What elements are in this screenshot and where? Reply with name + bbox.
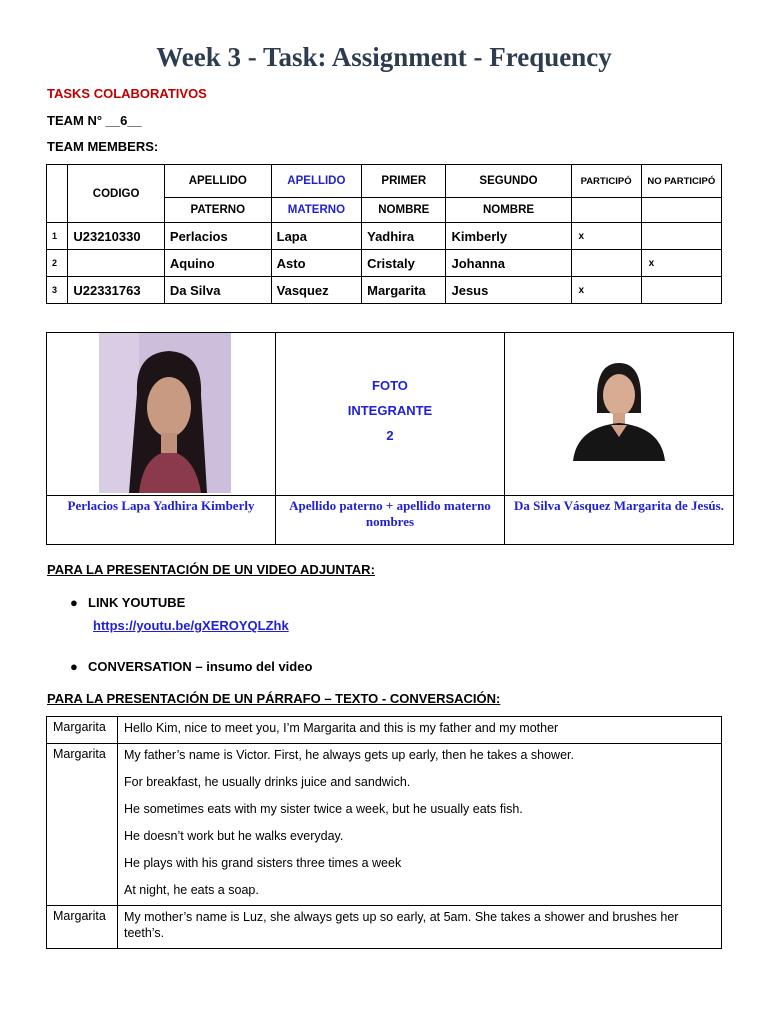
apellido-paterno-header: APELLIDO (164, 165, 271, 198)
dialogue-cell (118, 744, 722, 906)
video-section-heading: PARA LA PRESENTACIÓN DE UN VIDEO ADJUNTAR: (47, 562, 375, 577)
bullet-link-youtube (70, 595, 185, 610)
no-participo-cell (641, 277, 721, 304)
members-table (46, 164, 722, 304)
no-participo-cell (641, 223, 721, 250)
page-title: Week 3 - Task: Assignment - Frequency (156, 42, 612, 72)
paragraph-section-heading: PARA LA PRESENTACIÓN DE UN PÁRRAFO – TEXTO - CONVERSACIÓN: (47, 691, 501, 706)
materno-subheader: MATERNO (271, 198, 361, 223)
participo-cell (571, 250, 641, 277)
primer-nombre-header: PRIMER (362, 165, 446, 198)
team-number: TEAM N° __6__ (47, 113, 142, 128)
photo-caption-2: Apellido paterno + apellido materno nombres (276, 496, 505, 545)
dialogue-line: My mother’s name is Luz, she always gets up so early, at 5am. She takes a shower and brushes her teeth’s. (124, 910, 679, 940)
paterno-cell: Perlacios (164, 223, 271, 250)
table-row (47, 717, 722, 744)
no-participo-subheader (641, 198, 721, 223)
speaker-cell: Margarita (47, 906, 118, 949)
participo-cell: x (571, 223, 641, 250)
photo-cell-3 (504, 333, 733, 496)
table-row (47, 744, 722, 906)
portrait-1-illustration (99, 333, 231, 493)
participo-cell: x (571, 277, 641, 304)
segundo-cell: Johanna (446, 250, 571, 277)
paterno-subheader: PATERNO (164, 198, 271, 223)
bullet-label: LINK YOUTUBE (88, 595, 186, 610)
primer-cell: Margarita (362, 277, 446, 304)
dialogue-cell (118, 717, 722, 744)
row-number: 2 (47, 250, 68, 277)
photo-placeholder-line: FOTO (372, 378, 408, 393)
bullet-conversation (70, 659, 312, 674)
dialogue-line: He plays with his grand sisters three times a week (124, 856, 402, 870)
tasks-label: TASKS COLABORATIVOS (47, 86, 207, 101)
segundo-subheader: NOMBRE (446, 198, 571, 223)
photo-cell-1 (47, 333, 276, 496)
dialogue-line: For breakfast, he usually drinks juice and sandwich. (124, 775, 411, 789)
photos-table (46, 332, 734, 545)
conversation-table (46, 716, 722, 949)
primer-cell: Yadhira (362, 223, 446, 250)
table-row (47, 223, 722, 250)
no-participo-cell: x (641, 250, 721, 277)
photo-caption-1: Perlacios Lapa Yadhira Kimberly (47, 496, 276, 545)
photo-placeholder (276, 373, 504, 448)
bullet-label: CONVERSATION – insumo del video (88, 659, 313, 674)
team-members-label: TEAM MEMBERS: (47, 139, 159, 154)
segundo-nombre-header: SEGUNDO (446, 165, 571, 198)
photo-cell-2 (276, 333, 505, 496)
materno-cell: Vasquez (271, 277, 361, 304)
photo-placeholder-line: INTEGRANTE (347, 403, 433, 418)
photo-caption-3: Da Silva Vásquez Margarita de Jesús. (504, 496, 733, 545)
dialogue-line: At night, he eats a soap. (124, 883, 259, 897)
table-row (47, 250, 722, 277)
table-row (47, 906, 722, 949)
paterno-cell: Aquino (164, 250, 271, 277)
paterno-cell: Da Silva (164, 277, 271, 304)
codigo-cell: U23210330 (68, 223, 165, 250)
no-participo-header: NO PARTICIPÓ (641, 165, 721, 198)
participo-subheader (571, 198, 641, 223)
portrait-3-illustration (571, 357, 667, 461)
table-row (47, 277, 722, 304)
participo-header: PARTICIPÓ (571, 165, 641, 198)
row-number: 1 (47, 223, 68, 250)
segundo-cell: Jesus (446, 277, 571, 304)
segundo-cell: Kimberly (446, 223, 571, 250)
materno-cell: Lapa (271, 223, 361, 250)
member-photo-1 (99, 333, 231, 493)
primer-subheader: NOMBRE (362, 198, 446, 223)
dialogue-line: My father’s name is Victor. First, he always gets up early, then he takes a shower. (124, 748, 574, 762)
speaker-cell: Margarita (47, 717, 118, 744)
codigo-header: CODIGO (68, 165, 165, 223)
bullet-icon: ● (70, 595, 78, 610)
youtube-link[interactable]: https://youtu.be/gXEROYQLZhk (93, 618, 289, 633)
dialogue-cell (118, 906, 722, 949)
dialogue-line: He sometimes eats with my sister twice a week, but he usually eats fish. (124, 802, 523, 816)
speaker-cell: Margarita (47, 744, 118, 906)
num-header (47, 165, 68, 223)
bullet-icon: ● (70, 659, 78, 674)
primer-cell: Cristaly (362, 250, 446, 277)
dialogue-line: Hello Kim, nice to meet you, I’m Margarita and this is my father and my mother (124, 721, 559, 735)
member-photo-3 (571, 357, 667, 461)
codigo-cell: U22331763 (68, 277, 165, 304)
dialogue-line: He doesn’t work but he walks everyday. (124, 829, 344, 843)
codigo-cell (68, 250, 165, 277)
row-number: 3 (47, 277, 68, 304)
materno-cell: Asto (271, 250, 361, 277)
apellido-materno-header: APELLIDO (271, 165, 361, 198)
photo-placeholder-line: 2 (386, 428, 394, 443)
